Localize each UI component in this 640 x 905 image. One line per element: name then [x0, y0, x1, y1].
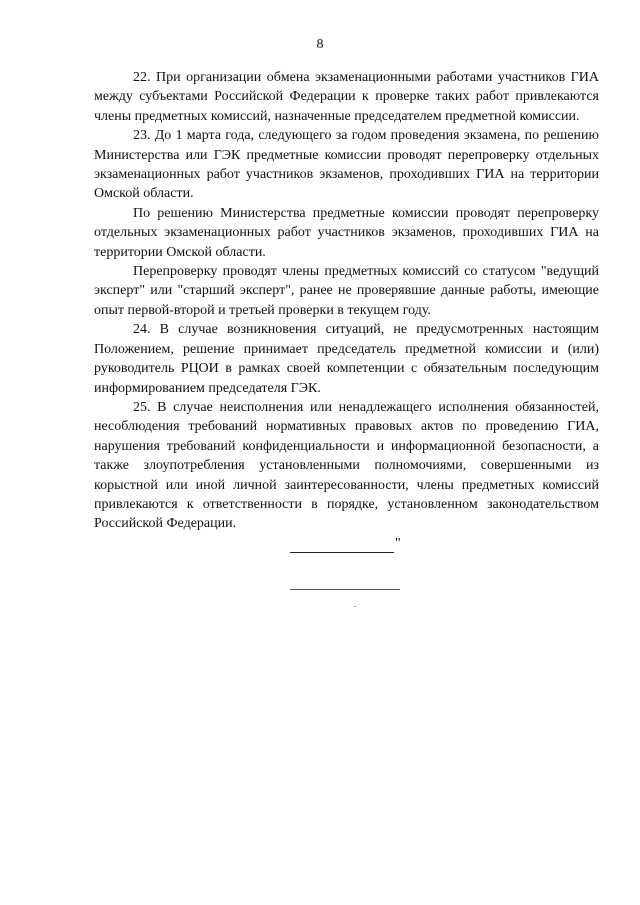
paragraph-25: 25. В случае неисполнения или ненадлежащего исполнения обязанностей, несоблюдения требований нормативных правовых актов по проведению ГИА, нарушения требований конфиденциальности и информационной безопасности, а также злоупотребления установленными полномочиями, совершенными из корыстной или иной личной заинтересованности, члены предметных комиссий привлекаются к ответственности в порядке, установленном законодательством Российской Федерации. — [94, 399, 599, 532]
paragraph-23-recheck-experts: Перепроверку проводят члены предметных комиссий со статусом "ведущий эксперт" или "старший эксперт", ранее не проверявшие данные работы, имеющие опыт первой-второй и третьей проверки в текущем году. — [94, 264, 599, 318]
paragraph-24: 24. В случае возникновения ситуаций, не предусмотренных настоящим Положением, решение принимает председатель предметной комиссии и (или) руководитель РЦОИ в рамках своей компетенции с обязательным последующим информированием председателя ГЭК. — [94, 322, 599, 396]
closing-divider-line — [290, 552, 394, 553]
document-body — [94, 68, 599, 534]
closing-quote-mark: " — [395, 536, 401, 551]
paragraph-22: 22. При организации обмена экзаменационными работами участников ГИА между субъектами Российской Федерации к проверке таких работ привлекаются члены предметных комиссий, назначенные председателем предметной комиссии. — [94, 70, 599, 124]
page-number: 8 — [316, 37, 324, 52]
end-divider-line — [290, 589, 400, 590]
paragraph-23: 23. До 1 марта года, следующего за годом проведения экзамена, по решению Министерства или ГЭК предметные комиссии проводят перепроверку отдельных экзаменационных работ участников экзаменов, проходивших ГИА на территории Омской области. — [94, 128, 599, 202]
scan-artifact — [354, 606, 356, 607]
paragraph-23-ministry-recheck: По решению Министерства предметные комиссии проводят перепроверку отдельных экзаменационных работ участников экзаменов, проходивших ГИА на территории Омской области. — [94, 205, 599, 260]
